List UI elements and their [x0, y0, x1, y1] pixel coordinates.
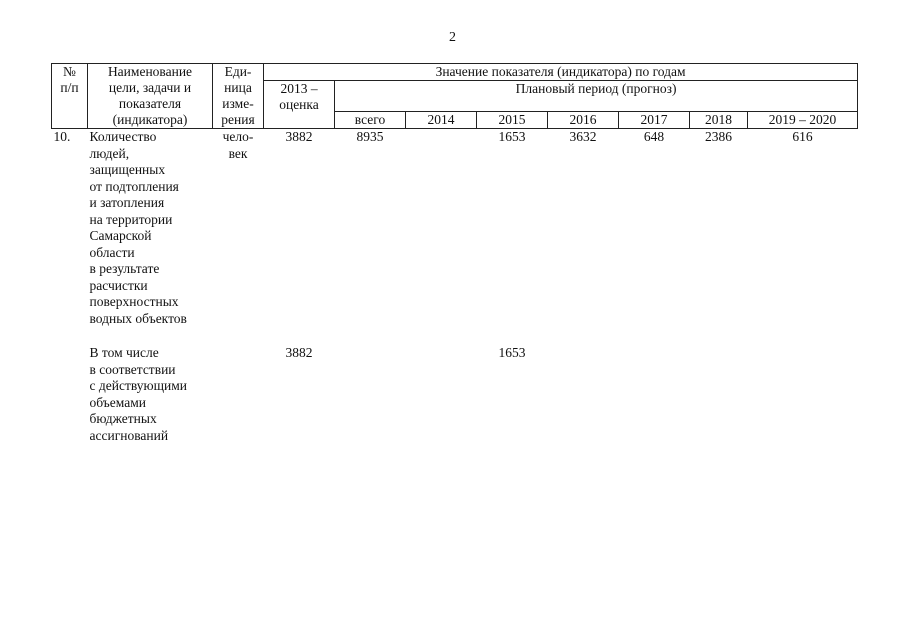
header-2014: 2014 [406, 112, 477, 129]
value-2019-2020 [748, 345, 858, 444]
value-estimate: 3882 [285, 129, 313, 144]
indicators-table [51, 63, 858, 444]
row-spacer [52, 327, 858, 345]
header-2016: 2016 [548, 112, 619, 129]
indicator-name: В том числе в соответствии с действующими объемами бюджетных ассигнований [89, 345, 187, 443]
value-2016: 3632 [569, 129, 597, 144]
value-2015: 1653 [498, 345, 526, 360]
unit-of-measure [213, 345, 264, 444]
header-planned-group: Плановый период (прогноз) [335, 81, 858, 112]
value-total: 8935 [356, 129, 384, 144]
value-2017 [619, 345, 690, 444]
value-2014 [406, 345, 477, 444]
header-name: Наименование цели, задачи и показателя (индикатора) [88, 64, 213, 129]
table-row [52, 345, 858, 444]
header-number: № п/п [52, 64, 88, 129]
value-2015: 1653 [498, 129, 526, 144]
page-number: 2 [449, 30, 456, 45]
header-2018: 2018 [690, 112, 748, 129]
value-2018: 2386 [705, 129, 732, 144]
header-2017: 2017 [619, 112, 690, 129]
value-estimate: 3882 [285, 345, 313, 360]
value-total [335, 345, 406, 444]
header-estimate: 2013 – оценка [264, 81, 335, 129]
value-2016 [548, 345, 619, 444]
unit-of-measure: чело- век [222, 129, 254, 161]
row-number: 10. [53, 129, 71, 144]
header-total: всего [335, 112, 406, 129]
header-unit: Еди- ница изме- рения [213, 64, 264, 129]
header-2015: 2015 [477, 112, 548, 129]
indicator-name: Количество людей, защищенных от подтопления и затопления на территории Самарской области в результате расчистки поверхностных водных объектов [89, 129, 187, 326]
value-2018 [690, 345, 748, 444]
header-2019-2020: 2019 – 2020 [748, 112, 858, 129]
value-2014 [406, 129, 477, 328]
table-row [52, 129, 858, 328]
row-number [52, 345, 88, 444]
header-values-group: Значение показателя (индикатора) по годам [264, 64, 858, 81]
value-2019-2020: 616 [792, 129, 813, 144]
value-2017: 648 [643, 129, 665, 144]
